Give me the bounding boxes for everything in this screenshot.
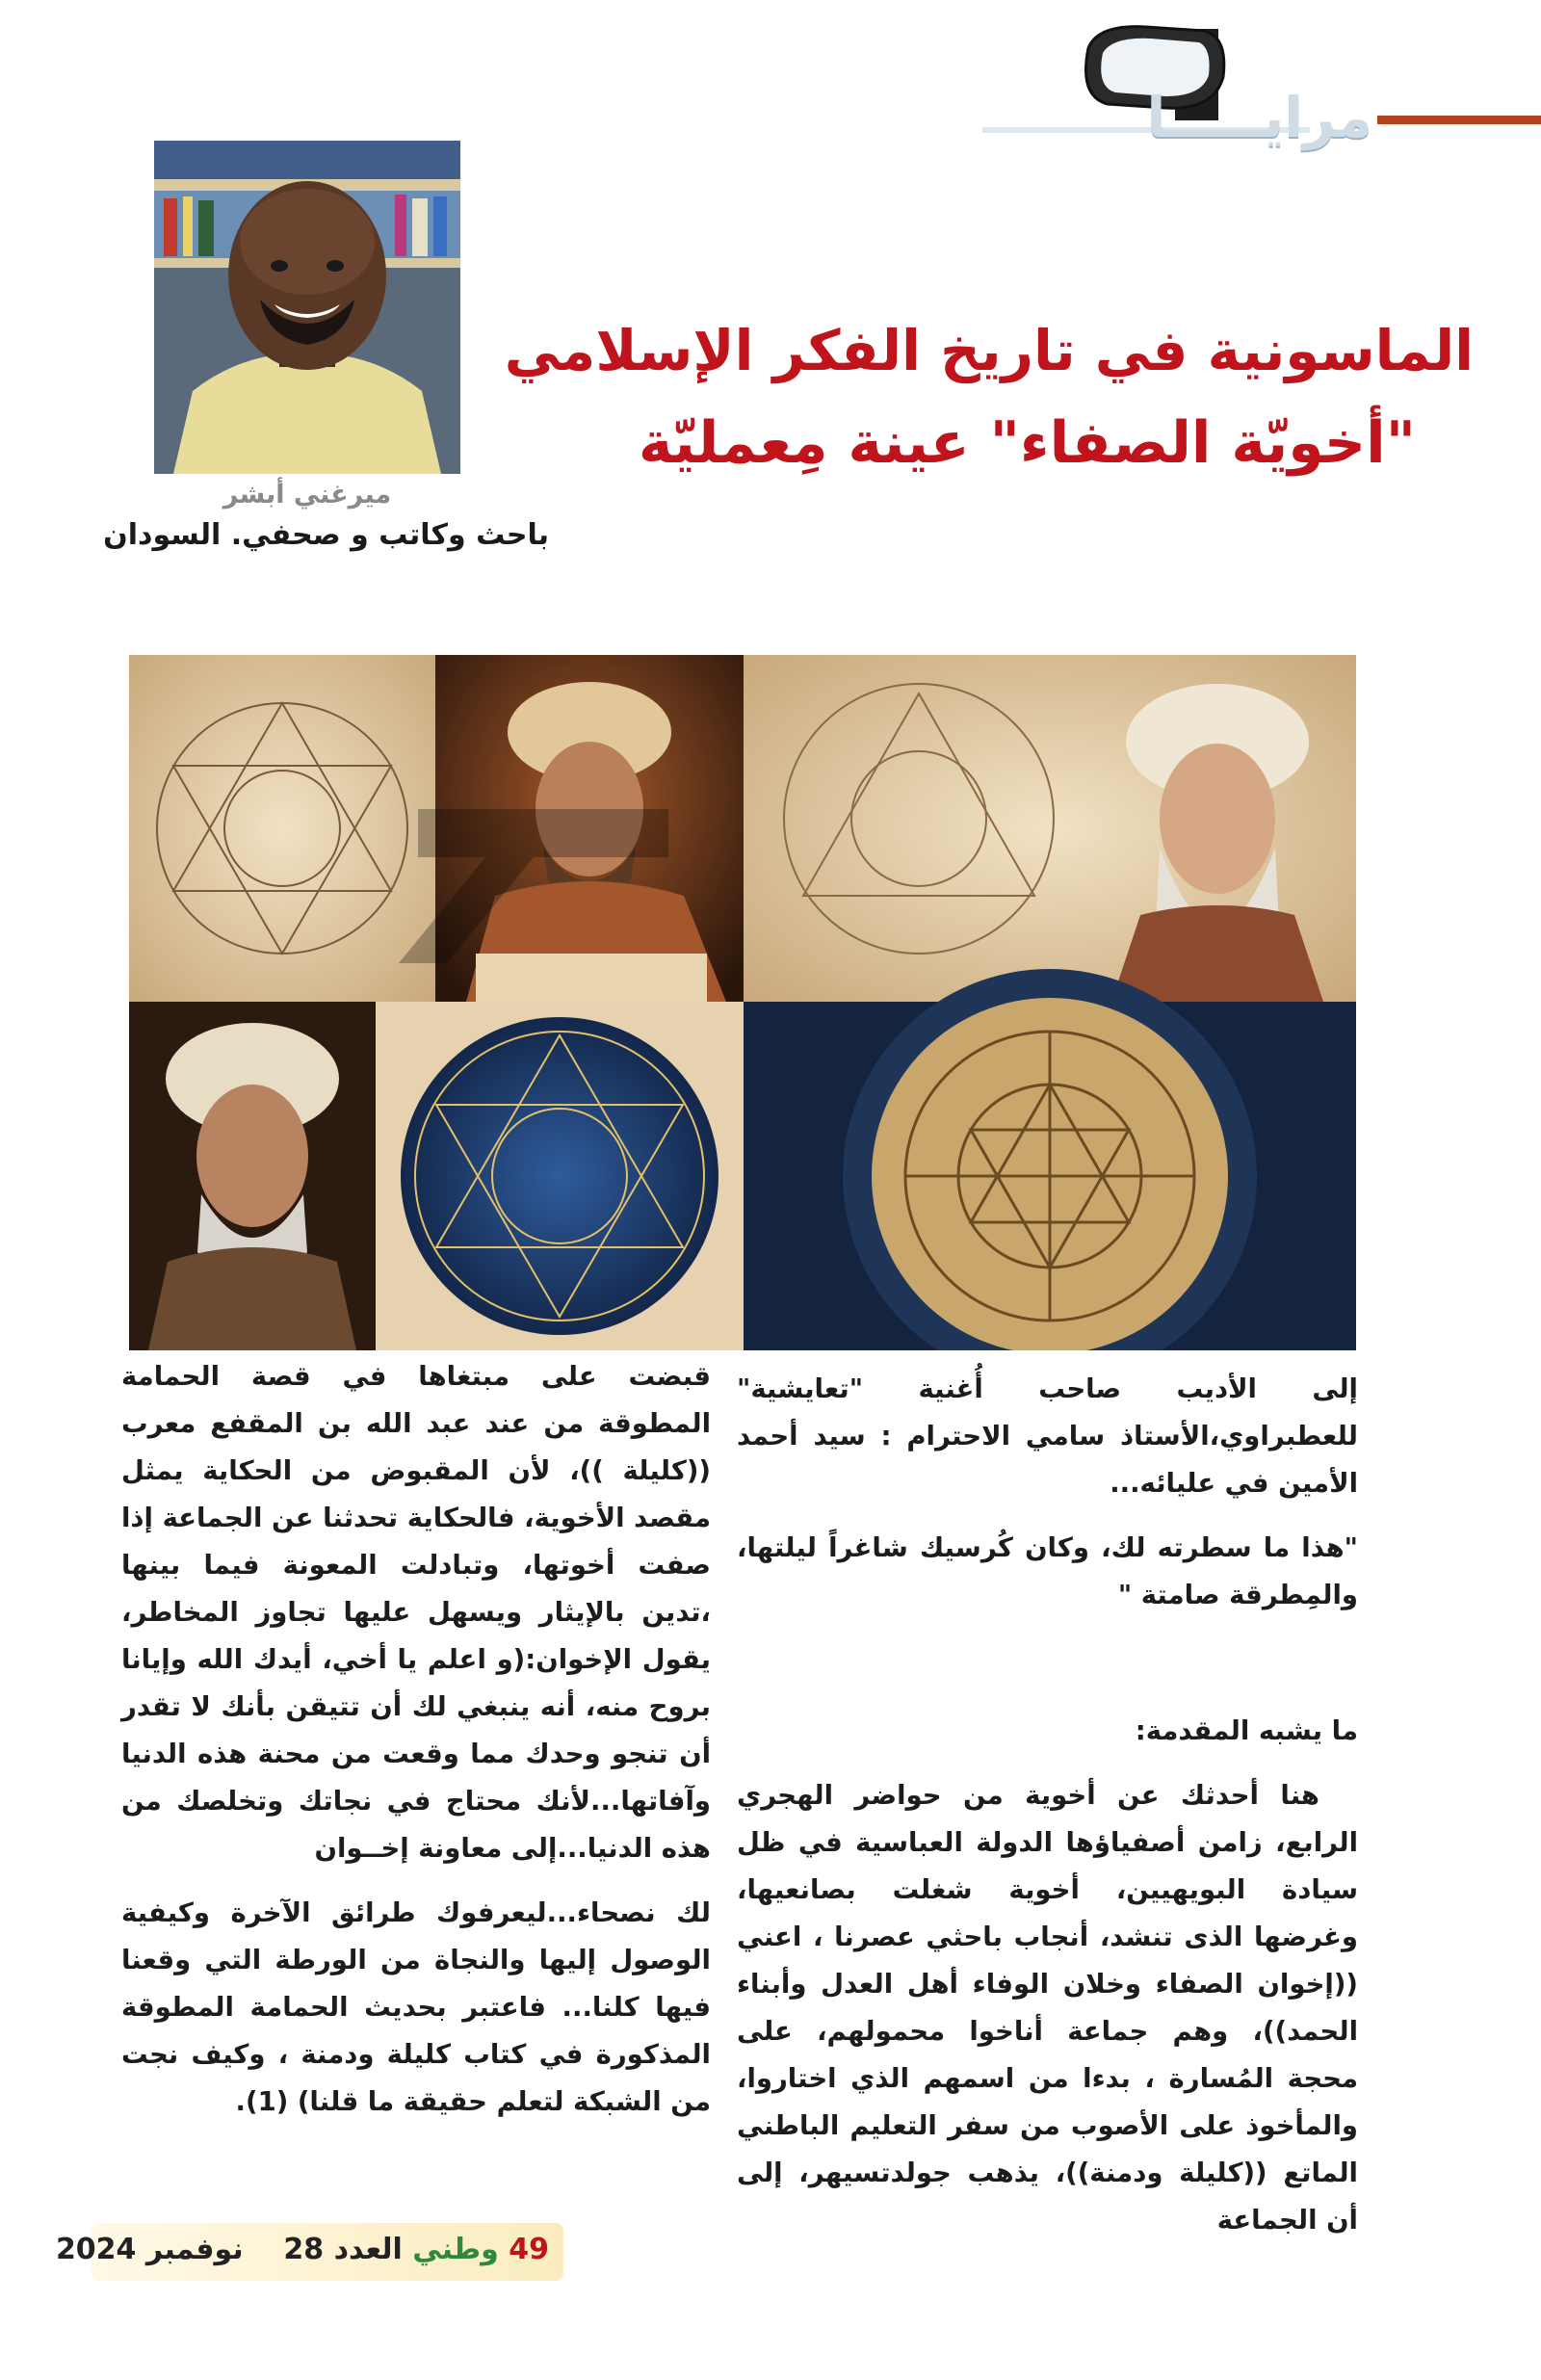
author-bio: باحث وكاتب و صحفي. السودان	[103, 518, 549, 552]
epigraph-quote: "هذا ما سطرته لك، وكان كُرسيك شاغراً ليلتها، والمِطرقة صامتة "	[737, 1532, 1358, 1610]
author-photo	[154, 141, 460, 474]
article-subtitle: "أخويّة الصفاء" عينة مِعمليّة	[638, 409, 1416, 477]
header-accent-rule	[1377, 116, 1541, 124]
issue-label: العدد	[333, 2233, 403, 2266]
article-image-collage	[129, 655, 1356, 1350]
issue-number: 28	[283, 2233, 325, 2266]
dedication-paragraph: إلى الأديب صاحب أُغنية "تعايشية" للعطبراوي،الأستاذ سامي الاحترام : سيد أحمد الأمين في عليائه...	[737, 1373, 1358, 1499]
article-column-right	[737, 1366, 1358, 2244]
author-name: ميرغني أبشر	[222, 480, 392, 510]
section-heading-introduction: ما يشبه المقدمة:	[1135, 1715, 1358, 1746]
article-column-left	[121, 1353, 711, 2126]
body-paragraph: هنا أحدثك عن أخوية من حواضر الهجري الرابع، زامن أصفياؤها الدولة العباسية في ظل سيادة البويهيين، أخوية شغلت بصانعيها، وغرضها الذى تنشد، أنجاب باحثي عصرنا ، اعني ((إخوان الصفاء وخلان الوفاء أهل العدل وأبناء الحمد))، وهم جماعة أناخوا محمولهم، على محجة المُسارة ، بدءا من اسمهم الذي اختاروا، والمأخوذ على الأصوب من سفر التعليم الباطني الماتع ((كليلة ودمنة))، يذهب جولدتسيهر، إلى أن الجماعة	[737, 1780, 1358, 2236]
body-paragraph: قبضت على مبتغاها في قصة الحمامة المطوقة من عند عبد الله بن المقفع معرب ((كليلة ))، لأن المقبوض من الحكاية يمثل مقصد الأخوية، فالحكاية تحدثنا عن الجماعة إذا صفت أخوتها، وتبادلت المعونة فيما بينها ،تدين بالإيثار ويسهل عليها تجاوز المخاطر، يقول الإخوان:(و اعلم يا أخي، أيدك الله وإيانا بروح منه، أنه ينبغي لك أن تتيقن بأنك لا تقدر أن تنجو وحدك مما وقعت من محنة هذه الدنيا وآفاتها...لأنك محتاج في نجاتك وتخلصك من هذه الدنيا...إلى معاونة إخــوان	[121, 1361, 711, 1864]
issue-date: نوفمبر 2024	[55, 2233, 244, 2266]
article-title: الماسونية في تاريخ الفكر الإسلامي	[504, 318, 1474, 383]
page-number: 49	[509, 2233, 549, 2266]
magazine-name: وطني	[412, 2233, 499, 2266]
section-title: مرايـــــا	[1146, 85, 1372, 150]
body-paragraph: لك نصحاء...ليعرفوك طرائق الآخرة وكيفية الوصول إليها والنجاة من الورطة التي وقعنا فيها كلنا... فاعتبر بحديث الحمامة المطوقة المذكورة في كتاب كليلة ودمنة ، وكيف نجت من الشبكة لتعلم حقيقة ما قلنا) (1).	[121, 1897, 711, 2117]
page-footer	[55, 2233, 549, 2266]
